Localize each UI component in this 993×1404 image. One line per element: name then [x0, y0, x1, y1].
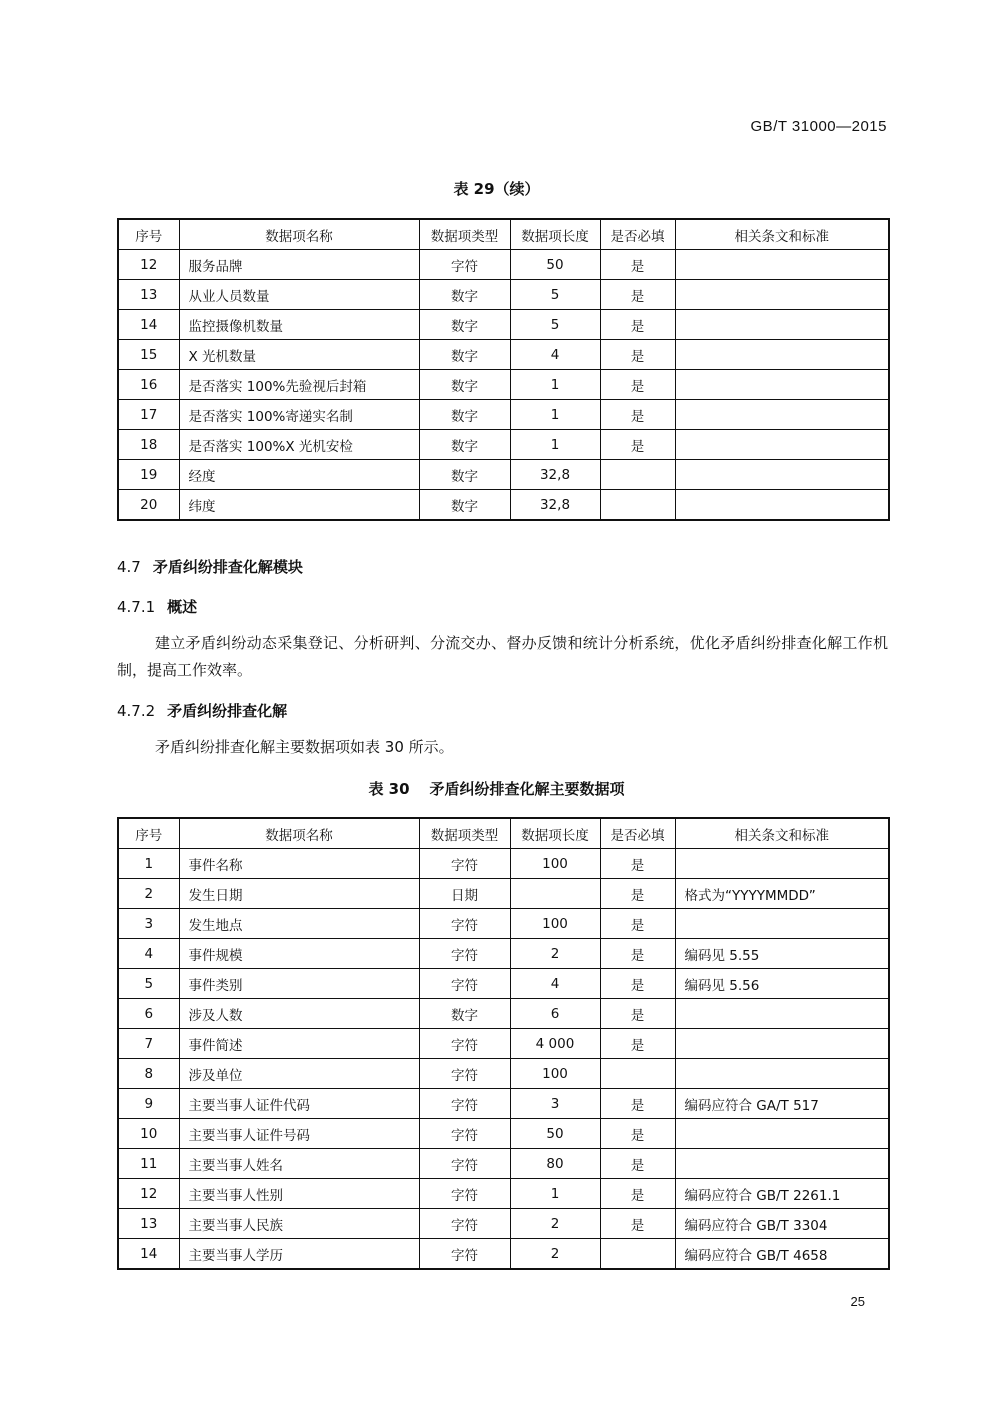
- table-cell-required: 是: [600, 400, 675, 430]
- table-cell-length: 6: [510, 999, 600, 1029]
- table-cell-reference: [675, 340, 889, 370]
- table-cell-required: 是: [600, 250, 675, 280]
- table-cell-reference: 编码应符合 GB/T 2261.1: [675, 1179, 889, 1209]
- column-header-reference: 相关条文和标准: [675, 219, 889, 250]
- table-cell-type: 字符: [419, 909, 510, 939]
- section-4-7-1-heading: [117, 596, 197, 617]
- table-cell-item-name: 涉及单位: [179, 1059, 419, 1089]
- table-cell-length: 100: [510, 909, 600, 939]
- table-cell-item-name: 主要当事人姓名: [179, 1149, 419, 1179]
- table-cell-reference: 编码应符合 GB/T 3304: [675, 1209, 889, 1239]
- table-cell-length: 2: [510, 939, 600, 969]
- table-row: [118, 849, 889, 879]
- column-header-index: 序号: [118, 818, 179, 849]
- table-cell-required: 是: [600, 1149, 675, 1179]
- table-cell-type: 数字: [419, 460, 510, 490]
- table-cell-required: 是: [600, 340, 675, 370]
- table-cell-type: 字符: [419, 1119, 510, 1149]
- table-row: [118, 1179, 889, 1209]
- table-cell-index: 12: [118, 250, 179, 280]
- table-cell-item-name: 是否落实 100%先验视后封箱: [179, 370, 419, 400]
- column-header-required: 是否必填: [600, 219, 675, 250]
- table-30-title: 矛盾纠纷排查化解主要数据项: [429, 780, 625, 798]
- table-cell-type: 数字: [419, 490, 510, 521]
- table-cell-item-name: 是否落实 100%寄递实名制: [179, 400, 419, 430]
- table-cell-index: 19: [118, 460, 179, 490]
- table-cell-reference: [675, 430, 889, 460]
- table-row: [118, 1119, 889, 1149]
- table-cell-length: 50: [510, 250, 600, 280]
- table-cell-item-name: 主要当事人性别: [179, 1179, 419, 1209]
- table-cell-length: 32,8: [510, 460, 600, 490]
- table-cell-item-name: 发生地点: [179, 909, 419, 939]
- section-title: 矛盾纠纷排查化解模块: [152, 558, 303, 576]
- table-cell-reference: 格式为“YYYYMMDD”: [675, 879, 889, 909]
- section-title: 矛盾纠纷排查化解: [167, 702, 288, 720]
- standard-number: GB/T 31000—2015: [750, 118, 887, 135]
- table-row: [118, 969, 889, 999]
- section-title: 概述: [167, 598, 198, 616]
- table-cell-reference: 编码应符合 GB/T 4658: [675, 1239, 889, 1270]
- table-cell-length: 5: [510, 280, 600, 310]
- table-cell-required: 是: [600, 1179, 675, 1209]
- table-cell-length: 4: [510, 969, 600, 999]
- table-row: [118, 340, 889, 370]
- table-cell-index: 14: [118, 1239, 179, 1270]
- column-header-required: 是否必填: [600, 818, 675, 849]
- table-cell-index: 14: [118, 310, 179, 340]
- table-cell-reference: [675, 460, 889, 490]
- table-cell-length: 32,8: [510, 490, 600, 521]
- column-header-type: 数据项类型: [419, 818, 510, 849]
- table-cell-item-name: 监控摄像机数量: [179, 310, 419, 340]
- table-cell-type: 字符: [419, 939, 510, 969]
- table-cell-required: [600, 460, 675, 490]
- table-row: [118, 1239, 889, 1270]
- table-cell-required: 是: [600, 879, 675, 909]
- table-row: [118, 370, 889, 400]
- table-30-label: 表 30: [368, 780, 410, 798]
- table-row: [118, 1029, 889, 1059]
- table-cell-item-name: 主要当事人证件代码: [179, 1089, 419, 1119]
- table-cell-type: 字符: [419, 849, 510, 879]
- table-cell-index: 9: [118, 1089, 179, 1119]
- table-cell-required: 是: [600, 1089, 675, 1119]
- table-row: [118, 1209, 889, 1239]
- table-cell-reference: [675, 250, 889, 280]
- table-cell-item-name: 涉及人数: [179, 999, 419, 1029]
- table-row: [118, 999, 889, 1029]
- table-row: [118, 280, 889, 310]
- table-cell-reference: 编码见 5.55: [675, 939, 889, 969]
- table-cell-index: 16: [118, 370, 179, 400]
- table-cell-index: 11: [118, 1149, 179, 1179]
- table-cell-type: 数字: [419, 310, 510, 340]
- table-cell-type: 字符: [419, 1209, 510, 1239]
- table-cell-type: 日期: [419, 879, 510, 909]
- column-header-index: 序号: [118, 219, 179, 250]
- section-4-7-1-body: 建立矛盾纠纷动态采集登记、分析研判、分流交办、督办反馈和统计分析系统，优化矛盾纠纷排查化解工作机制，提高工作效率。: [117, 634, 888, 679]
- page-number: 25: [850, 1294, 865, 1309]
- table-cell-required: 是: [600, 939, 675, 969]
- table-cell-required: 是: [600, 280, 675, 310]
- table-cell-index: 13: [118, 1209, 179, 1239]
- table-cell-type: 字符: [419, 250, 510, 280]
- table-cell-required: 是: [600, 310, 675, 340]
- table-cell-length: 100: [510, 849, 600, 879]
- table-cell-index: 10: [118, 1119, 179, 1149]
- table-cell-required: 是: [600, 1029, 675, 1059]
- table-cell-item-name: 主要当事人民族: [179, 1209, 419, 1239]
- table-cell-index: 15: [118, 340, 179, 370]
- table-cell-required: 是: [600, 430, 675, 460]
- table-cell-reference: [675, 280, 889, 310]
- table-cell-reference: [675, 370, 889, 400]
- column-header-item-name: 数据项名称: [179, 219, 419, 250]
- table-cell-type: 数字: [419, 280, 510, 310]
- table-cell-index: 17: [118, 400, 179, 430]
- table-cell-required: 是: [600, 370, 675, 400]
- table-cell-type: 数字: [419, 370, 510, 400]
- table-cell-type: 字符: [419, 1239, 510, 1270]
- table-cell-length: 4: [510, 340, 600, 370]
- table-cell-reference: [675, 1119, 889, 1149]
- table-row: [118, 1059, 889, 1089]
- table-cell-type: 数字: [419, 340, 510, 370]
- table-cell-length: 5: [510, 310, 600, 340]
- table-row: [118, 490, 889, 521]
- table-cell-required: 是: [600, 1119, 675, 1149]
- table-cell-length: 80: [510, 1149, 600, 1179]
- table-cell-type: 字符: [419, 1029, 510, 1059]
- table-row: [118, 400, 889, 430]
- column-header-length: 数据项长度: [510, 818, 600, 849]
- table-cell-length: 1: [510, 1179, 600, 1209]
- table-cell-index: 5: [118, 969, 179, 999]
- table-cell-index: 1: [118, 849, 179, 879]
- table-cell-type: 字符: [419, 969, 510, 999]
- table-row: [118, 939, 889, 969]
- table-cell-item-name: 服务品牌: [179, 250, 419, 280]
- table-cell-index: 3: [118, 909, 179, 939]
- table-row: [118, 250, 889, 280]
- table-cell-index: 4: [118, 939, 179, 969]
- table-cell-length: 3: [510, 1089, 600, 1119]
- table-cell-index: 7: [118, 1029, 179, 1059]
- table-cell-item-name: 经度: [179, 460, 419, 490]
- section-number: 4.7: [117, 558, 141, 576]
- section-4-7-2-heading: [117, 700, 287, 721]
- table-cell-type: 字符: [419, 1059, 510, 1089]
- table-row: [118, 879, 889, 909]
- table-cell-required: 是: [600, 849, 675, 879]
- section-number: 4.7.2: [117, 702, 156, 720]
- column-header-item-name: 数据项名称: [179, 818, 419, 849]
- table-cell-reference: 编码见 5.56: [675, 969, 889, 999]
- table-cell-item-name: 事件规模: [179, 939, 419, 969]
- table-header-row: [118, 818, 889, 849]
- column-header-reference: 相关条文和标准: [675, 818, 889, 849]
- table-cell-length: 1: [510, 370, 600, 400]
- table-cell-type: 数字: [419, 999, 510, 1029]
- table-cell-length: [510, 879, 600, 909]
- table-row: [118, 1149, 889, 1179]
- table-cell-item-name: 主要当事人证件号码: [179, 1119, 419, 1149]
- table-cell-index: 12: [118, 1179, 179, 1209]
- table-cell-reference: [675, 909, 889, 939]
- table-cell-required: 是: [600, 909, 675, 939]
- table-cell-required: 是: [600, 1209, 675, 1239]
- table-29: [117, 218, 890, 521]
- table-cell-length: 2: [510, 1239, 600, 1270]
- table-cell-item-name: 是否落实 100%X 光机安检: [179, 430, 419, 460]
- table-cell-index: 8: [118, 1059, 179, 1089]
- table-cell-index: 18: [118, 430, 179, 460]
- table-cell-reference: [675, 310, 889, 340]
- table-cell-reference: 编码应符合 GA/T 517: [675, 1089, 889, 1119]
- table-cell-item-name: 主要当事人学历: [179, 1239, 419, 1270]
- table-row: [118, 909, 889, 939]
- table-cell-required: 是: [600, 999, 675, 1029]
- table-header-row: [118, 219, 889, 250]
- section-4-7-heading: [117, 556, 303, 577]
- table-cell-length: 1: [510, 430, 600, 460]
- table-cell-reference: [675, 1029, 889, 1059]
- table-cell-item-name: 事件名称: [179, 849, 419, 879]
- table-cell-item-name: 事件类别: [179, 969, 419, 999]
- column-header-type: 数据项类型: [419, 219, 510, 250]
- table-cell-length: 4 000: [510, 1029, 600, 1059]
- table-row: [118, 310, 889, 340]
- table-cell-type: 字符: [419, 1149, 510, 1179]
- table-cell-item-name: 从业人员数量: [179, 280, 419, 310]
- table-cell-item-name: 纬度: [179, 490, 419, 521]
- table-cell-reference: [675, 1059, 889, 1089]
- table-cell-index: 20: [118, 490, 179, 521]
- table-cell-required: [600, 490, 675, 521]
- table-cell-length: 2: [510, 1209, 600, 1239]
- table-29-caption: 表 29（续）: [453, 180, 540, 198]
- table-cell-required: [600, 1059, 675, 1089]
- column-header-length: 数据项长度: [510, 219, 600, 250]
- table-cell-length: 100: [510, 1059, 600, 1089]
- table-cell-length: 1: [510, 400, 600, 430]
- table-cell-index: 13: [118, 280, 179, 310]
- table-cell-length: 50: [510, 1119, 600, 1149]
- section-4-7-2-body: 矛盾纠纷排查化解主要数据项如表 30 所示。: [155, 738, 454, 756]
- table-cell-item-name: 发生日期: [179, 879, 419, 909]
- table-row: [118, 430, 889, 460]
- table-30-caption: [0, 778, 993, 799]
- table-cell-reference: [675, 999, 889, 1029]
- table-row: [118, 460, 889, 490]
- table-30: [117, 817, 890, 1270]
- section-number: 4.7.1: [117, 598, 156, 616]
- table-cell-reference: [675, 490, 889, 521]
- table-cell-reference: [675, 400, 889, 430]
- table-cell-type: 字符: [419, 1179, 510, 1209]
- table-cell-type: 字符: [419, 1089, 510, 1119]
- table-cell-reference: [675, 1149, 889, 1179]
- table-cell-required: [600, 1239, 675, 1270]
- table-cell-type: 数字: [419, 400, 510, 430]
- table-cell-item-name: 事件简述: [179, 1029, 419, 1059]
- table-cell-required: 是: [600, 969, 675, 999]
- table-cell-index: 2: [118, 879, 179, 909]
- table-cell-reference: [675, 849, 889, 879]
- table-cell-item-name: X 光机数量: [179, 340, 419, 370]
- table-cell-index: 6: [118, 999, 179, 1029]
- table-cell-type: 数字: [419, 430, 510, 460]
- table-row: [118, 1089, 889, 1119]
